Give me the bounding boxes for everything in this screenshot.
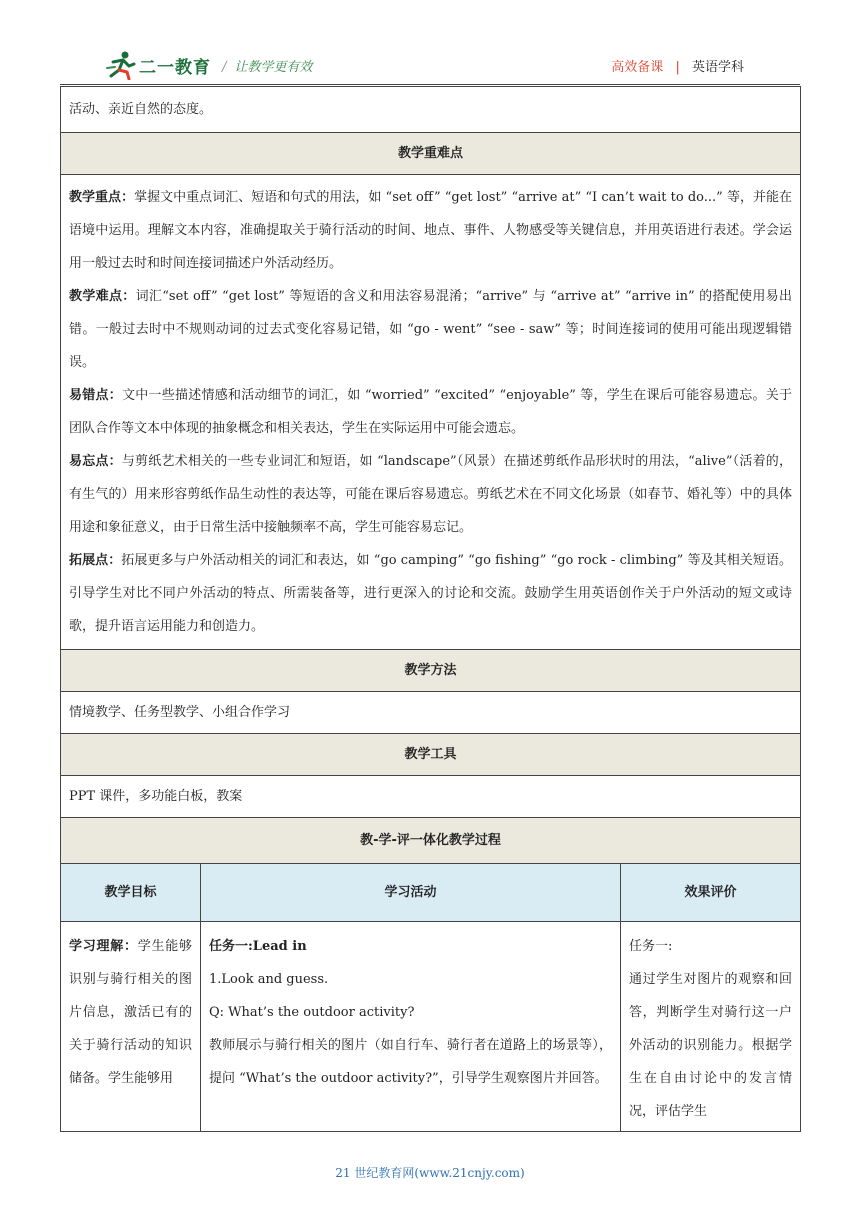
methods-heading: 教学方法 — [61, 650, 801, 692]
logo-text: 二一教育 — [139, 57, 211, 78]
task-title: 任务一:Lead in — [209, 939, 307, 954]
runner-logo-icon — [105, 50, 137, 80]
tools-heading-row — [61, 734, 801, 776]
difficulty-text: 词汇“set off” “get lost” 等短语的含义和用法容易混淆；“arrive” 与 “arrive at” “arrive in” 的搭配使用易出错。一般过去时中不规则动词的过去式变化容易记错，如 “go - went” “see - saw” 等；时间连接词的使用可能出现逻辑错误。 — [69, 289, 793, 370]
key-point-text: 掌握文中重点词汇、短语和句式的用法，如 “set off” “get lost” “arrive at” “I can’t wait to do...” 等，并能在语境中运用。理解文本内容，准确提取关于骑行活动的时间、地点、事件、人物感受等关键信息，并用英语进行表述。学会运用一般过去时和时间连接词描述户外活动经历。 — [69, 190, 793, 271]
activity-line: 教师展示与骑行相关的图片（如自行车、骑行者在道路上的场景等），提问 “What’s the outdoor activity?”，引导学生观察图片并回答。 — [209, 1038, 612, 1086]
forgettable-label: 易忘点： — [69, 454, 122, 469]
page-header — [60, 44, 800, 86]
tag-efficient-prep: 高效备课 — [611, 60, 664, 75]
slogan — [222, 56, 312, 75]
logo — [105, 50, 211, 80]
difficulty-label: 教学难点： — [69, 289, 136, 304]
slash-divider: / — [222, 60, 227, 75]
column-header-goal: 教学目标 — [61, 864, 201, 922]
tools-heading: 教学工具 — [61, 734, 801, 776]
methods-heading-row — [61, 650, 801, 692]
evaluation-body: 通过学生对图片的观察和回答，判断学生对骑行这一户外活动的识别能力。根据学生在自由讨论中的发言情况，评估学生 — [629, 972, 793, 1119]
error-prone-label: 易错点： — [69, 388, 122, 403]
evaluation-label: 任务一: — [629, 939, 673, 954]
tag-separator: | — [675, 60, 680, 75]
key-point-label: 教学重点： — [69, 190, 135, 205]
key-points-heading-row — [61, 133, 801, 175]
tools-row — [61, 776, 801, 818]
extension-item — [69, 544, 792, 643]
tag-subject: 英语学科 — [691, 60, 744, 75]
slogan-text: 让教学更有效 — [234, 60, 313, 75]
goal-text: 学生能够识别与骑行相关的图片信息，激活已有的关于骑行活动的知识储备。学生能够用 — [69, 939, 192, 1086]
activity-line: 1.Look and guess. — [209, 972, 329, 987]
error-prone-item — [69, 379, 792, 445]
column-header-activity: 学习活动 — [201, 864, 621, 922]
goal-cell — [61, 922, 201, 1132]
lesson-plan-table — [60, 86, 801, 1132]
key-points-heading: 教学重难点 — [61, 133, 801, 175]
evaluation-cell — [621, 922, 801, 1132]
activity-line: Q: What’s the outdoor activity? — [209, 1005, 415, 1020]
column-header-evaluation: 效果评价 — [621, 864, 801, 922]
tools-text: PPT 课件，多功能白板，教案 — [61, 776, 801, 818]
forgettable-item — [69, 445, 792, 544]
extension-text: 拓展更多与户外活动相关的词汇和表达，如 “go camping” “go fishing” “go rock - climbing” 等及其相关短语。引导学生对比不同户外活动的特点、所需装备等，进行更深入的讨论和交流。鼓励学生用英语创作关于户外活动的短文或诗歌，提升语言运用能力和创造力。 — [69, 553, 793, 634]
difficulty-item — [69, 280, 792, 379]
error-prone-text: 文中一些描述情感和活动细节的词汇，如 “worried” “excited” “enjoyable” 等，学生在课后可能容易遗忘。关于团队合作等文本中体现的抽象概念和相关表达，学生在实际运用中可能会遗忘。 — [69, 388, 793, 436]
extension-label: 拓展点： — [69, 553, 122, 568]
process-column-headers — [61, 864, 801, 922]
intro-continuation-row — [61, 87, 801, 133]
key-points-row — [61, 175, 801, 650]
methods-text: 情境教学、任务型教学、小组合作学习 — [61, 692, 801, 734]
process-heading-row — [61, 818, 801, 864]
evaluation-text — [629, 930, 792, 1128]
goal-label: 学习理解：学生能够识别与骑行相关的图片信息，激活已有的关于骑行活动的知识储备。学生能够用 — [69, 939, 192, 1086]
intro-continuation-text: 活动、亲近自然的态度。 — [69, 102, 213, 117]
key-point-item — [69, 181, 792, 280]
activity-cell — [201, 922, 621, 1132]
page-footer: 21 世纪教育网(www.21cnjy.com) — [335, 1166, 525, 1180]
methods-row — [61, 692, 801, 734]
process-heading: 教-学-评一体化教学过程 — [61, 818, 801, 864]
header-divider — [60, 84, 800, 85]
process-row-task1 — [61, 922, 801, 1132]
header-tags — [611, 56, 744, 75]
forgettable-text: 与剪纸艺术相关的一些专业词汇和短语，如 “landscape”（风景）在描述剪纸作品形状时的用法，“alive”（活着的，有生气的）用来形容剪纸作品生动性的表达等，可能在课后容易遗忘。剪纸艺术在不同文化场景（如春节、婚礼等）中的具体用途和象征意义，由于日常生活中接触频率不高，学生可能容易忘记。 — [69, 454, 793, 535]
